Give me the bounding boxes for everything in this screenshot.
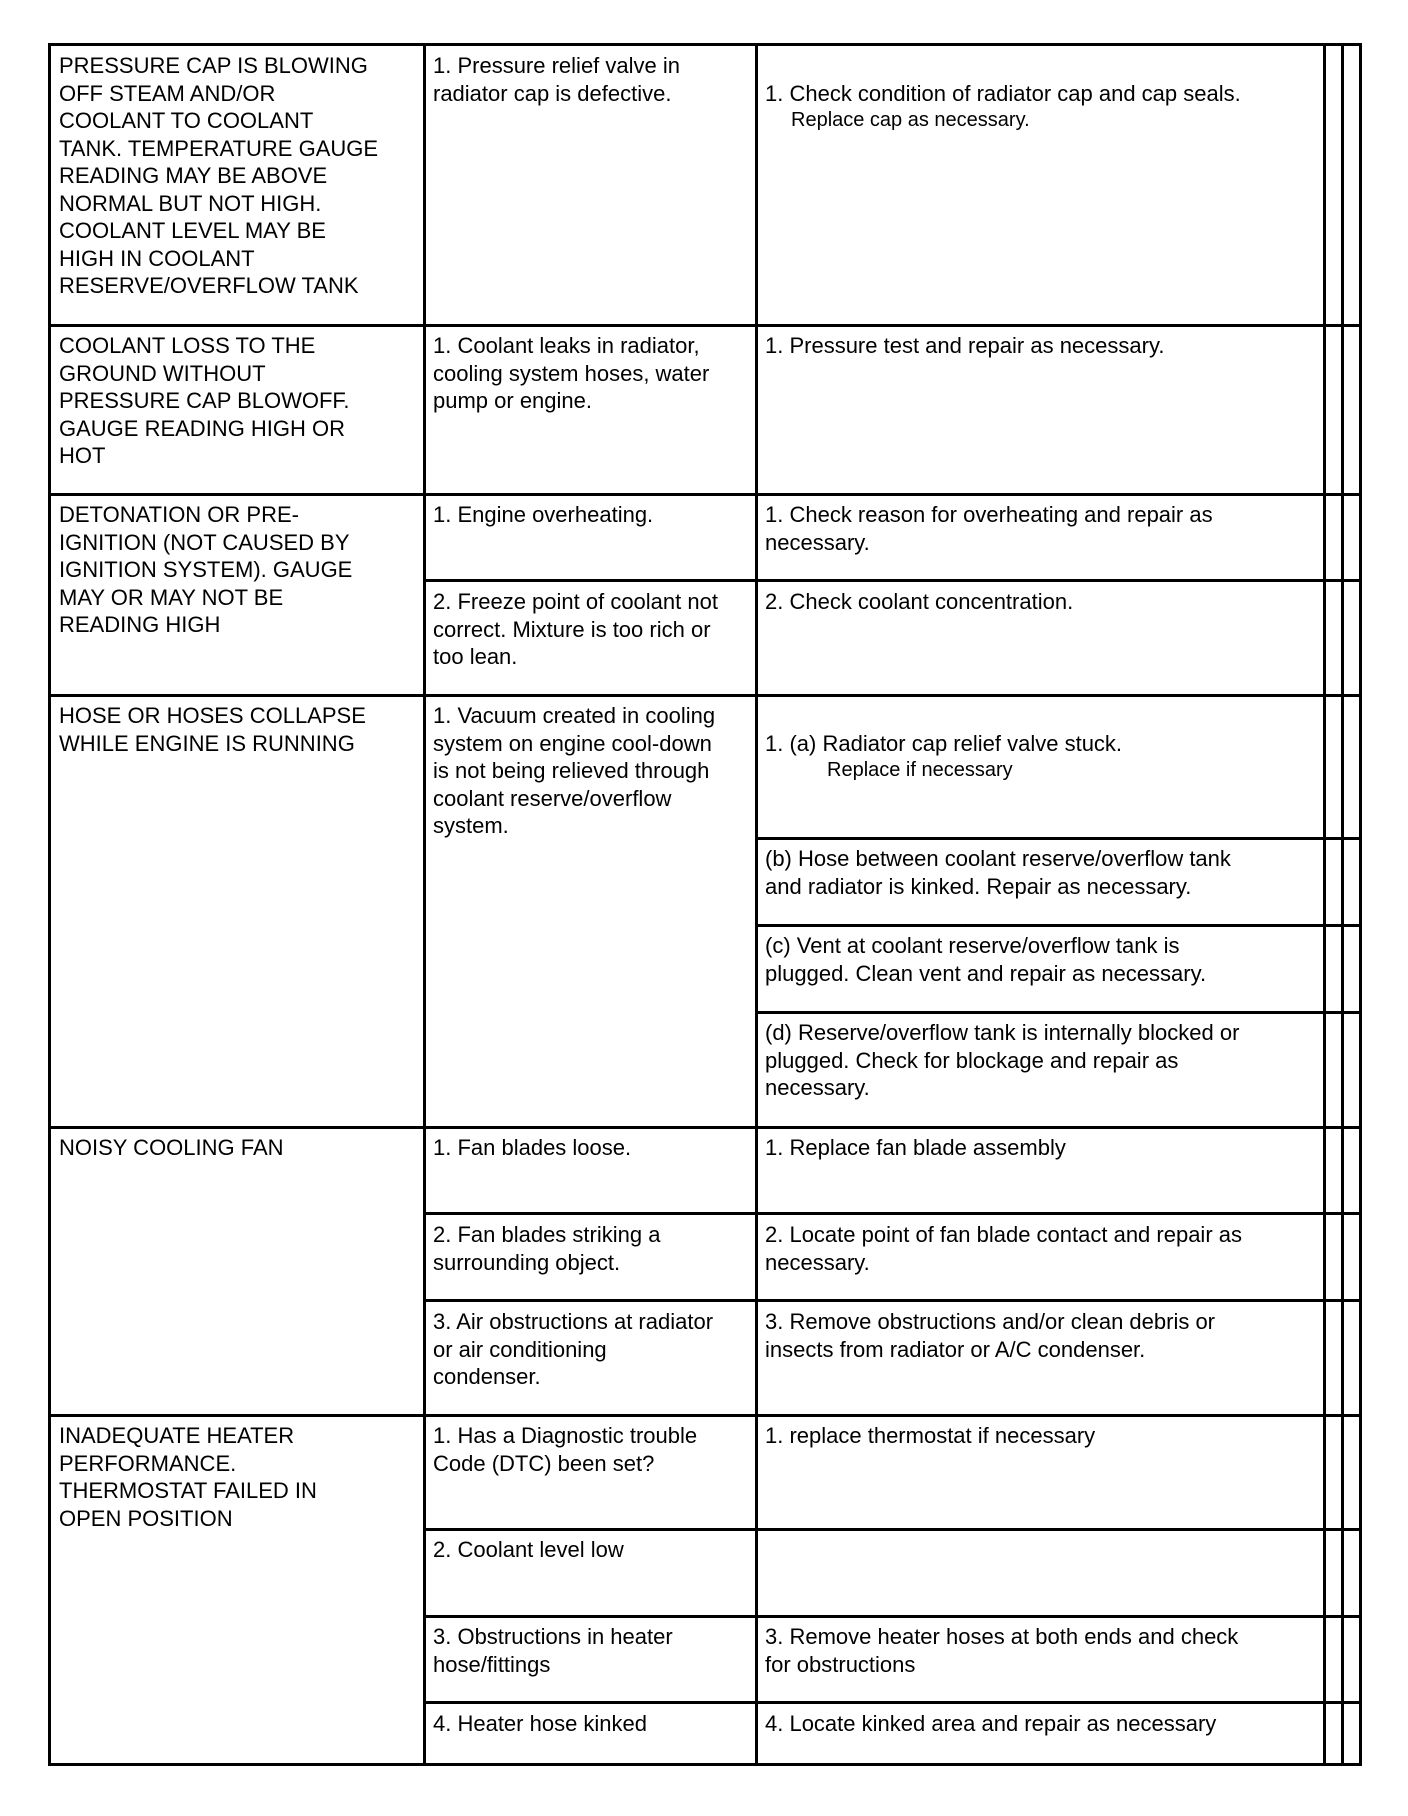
cause-cell: 2. Fan blades striking a surrounding object.	[433, 1222, 661, 1275]
column-divider	[423, 46, 426, 1763]
cause-cell: 1. Vacuum created in cooling system on engine cool-down is not being relieved through coolant reserve/overflow system.	[433, 703, 716, 838]
correction-text: 1. Check condition of radiator cap and cap seals.	[765, 80, 1241, 106]
condition-cell: DETONATION OR PRE- IGNITION (NOT CAUSED BY IGNITION SYSTEM). GAUGE MAY OR MAY NOT BE READING HIGH	[59, 502, 353, 637]
subrow-divider	[423, 1528, 1359, 1531]
condition-cell: COOLANT LOSS TO THE GROUND WITHOUT PRESSURE CAP BLOWOFF. GAUGE READING HIGH OR HOT	[59, 333, 350, 468]
cause-cell: 3. Obstructions in heater hose/fittings	[433, 1624, 673, 1677]
row-divider	[51, 1414, 1359, 1417]
cause-cell: 3. Air obstructions at radiator or air conditioning condenser.	[433, 1309, 714, 1389]
column-divider	[1341, 46, 1344, 1763]
cause-cell: 1. Pressure relief valve in radiator cap is defective.	[433, 53, 680, 106]
subrow-divider	[423, 1212, 1359, 1215]
correction-cell: 4. Locate kinked area and repair as necessary	[765, 1711, 1217, 1736]
condition-cell: PRESSURE CAP IS BLOWING OFF STEAM AND/OR COOLANT TO COOLANT TANK. TEMPERATURE GAUGE READING MAY BE ABOVE NORMAL BUT NOT HIGH. COOLANT LEVEL MAY BE HIGH IN COOLANT RESERVE/OVERFLOW TANK	[59, 53, 379, 298]
condition-cell: NOISY COOLING FAN	[59, 1135, 284, 1160]
column-divider	[755, 46, 758, 1763]
cause-cell: 1. Fan blades loose.	[433, 1135, 632, 1160]
correction-cell: 1. Pressure test and repair as necessary.	[765, 333, 1165, 358]
correction-cell: 3. Remove obstructions and/or clean debris or insects from radiator or A/C condenser.	[765, 1309, 1216, 1362]
row-divider	[51, 694, 1359, 697]
subrow-divider	[423, 1299, 1359, 1302]
correction-cell: (b) Hose between coolant reserve/overflow tank and radiator is kinked. Repair as necessary.	[765, 846, 1231, 899]
subrow-divider	[423, 579, 1359, 582]
correction-note: Replace cap as necessary.	[791, 109, 1030, 131]
correction-cell: (c) Vent at coolant reserve/overflow tank is plugged. Clean vent and repair as necessary.	[765, 933, 1207, 986]
correction-cell: 1. Check reason for overheating and repair as necessary.	[765, 502, 1213, 555]
cause-cell: 2. Coolant level low	[433, 1537, 624, 1562]
correction-cell: 1. Replace fan blade assembly	[765, 1135, 1066, 1160]
diagnosis-table	[48, 43, 1362, 1766]
cause-cell: 1. Has a Diagnostic trouble Code (DTC) been set?	[433, 1423, 698, 1476]
subrow-divider	[755, 1011, 1359, 1014]
subrow-divider	[423, 1615, 1359, 1618]
column-divider	[1323, 46, 1326, 1763]
cause-cell: 4. Heater hose kinked	[433, 1711, 648, 1736]
subrow-divider	[423, 1701, 1359, 1704]
correction-text: 1. (a) Radiator cap relief valve stuck.	[765, 730, 1123, 756]
cause-cell: 1. Engine overheating.	[433, 502, 654, 527]
correction-cell: 1. replace thermostat if necessary	[765, 1423, 1096, 1448]
row-divider	[51, 493, 1359, 496]
correction-cell: 3. Remove heater hoses at both ends and check for obstructions	[765, 1624, 1239, 1677]
cause-cell: 1. Coolant leaks in radiator, cooling system hoses, water pump or engine.	[433, 333, 710, 413]
subrow-divider	[755, 837, 1359, 840]
row-divider	[51, 1126, 1359, 1129]
condition-cell: INADEQUATE HEATER PERFORMANCE. THERMOSTAT FAILED IN OPEN POSITION	[59, 1423, 317, 1531]
cause-cell: 2. Freeze point of coolant not correct. Mixture is too rich or too lean.	[433, 589, 718, 669]
condition-cell: HOSE OR HOSES COLLAPSE WHILE ENGINE IS RUNNING	[59, 703, 366, 756]
correction-note: Replace if necessary	[827, 759, 1013, 781]
subrow-divider	[755, 924, 1359, 927]
correction-cell: (d) Reserve/overflow tank is internally blocked or plugged. Check for blockage and repair as necessary.	[765, 1020, 1240, 1100]
correction-cell	[765, 702, 1321, 812]
correction-cell: 2. Check coolant concentration.	[765, 589, 1074, 614]
correction-cell: 2. Locate point of fan blade contact and repair as necessary.	[765, 1222, 1242, 1275]
row-divider	[51, 324, 1359, 327]
correction-cell	[765, 52, 1321, 162]
